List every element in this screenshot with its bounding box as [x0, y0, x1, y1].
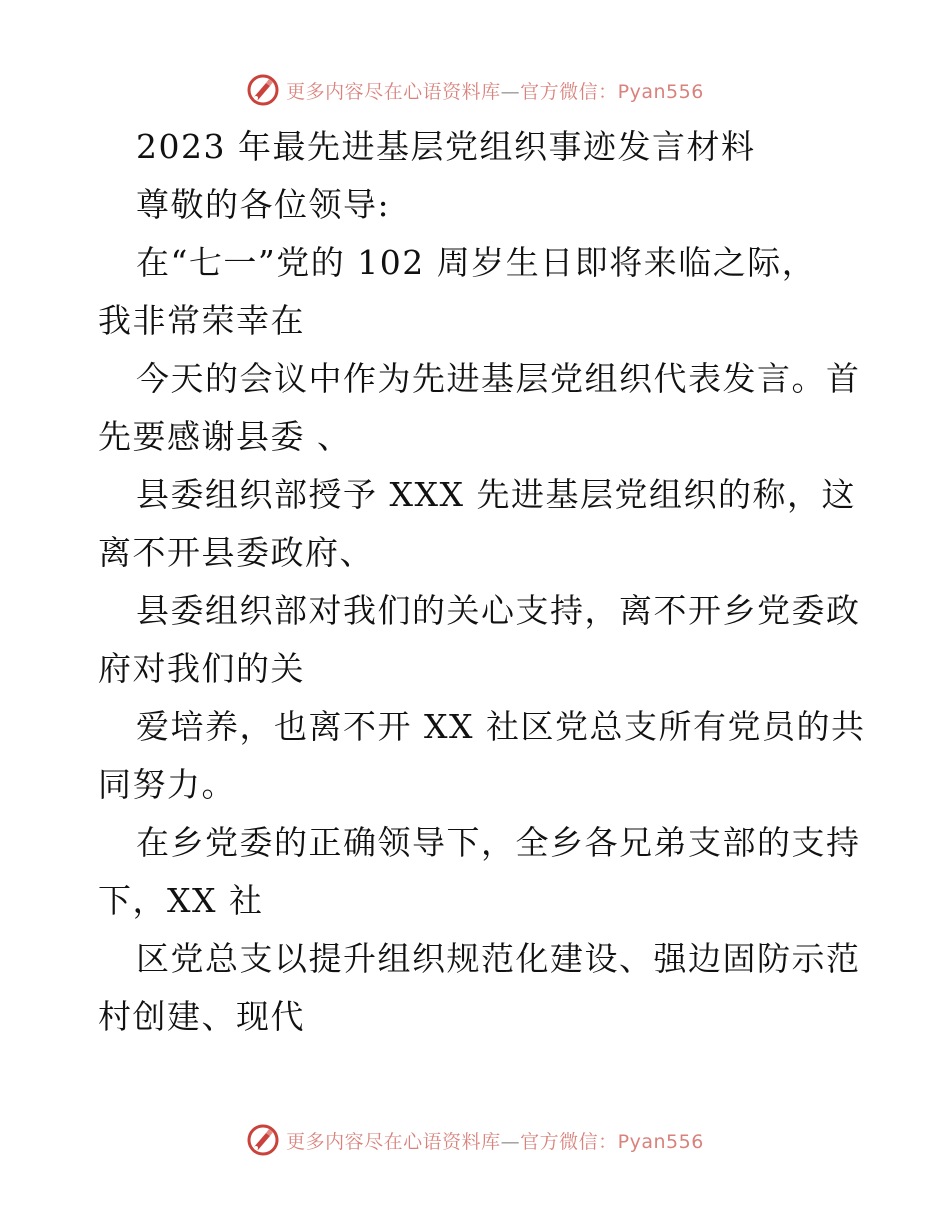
paragraph-line: 县委组织部授予 XXX 先进基层党组织的称，这 — [136, 475, 856, 514]
paragraph-line: 先要感谢县委 、 — [98, 417, 352, 456]
footer-banner — [0, 1120, 950, 1160]
banner-contact: 官方微信：Pyan556 — [520, 80, 704, 103]
pen-swirl-logo-icon — [246, 1123, 280, 1157]
header-banner — [0, 70, 950, 110]
salutation: 尊敬的各位领导: — [136, 185, 391, 224]
banner-dash: — — [500, 1130, 521, 1153]
paragraph-line: 爱培养，也离不开 XX 社区党总支所有党员的共 — [136, 707, 866, 746]
document-title: 2023 年最先进基层党组织事迹发言材料 — [136, 127, 756, 166]
paragraph-line: 我非常荣幸在 — [98, 301, 305, 340]
banner-site-name: 更多内容尽在心语资料库 — [286, 1130, 501, 1153]
paragraph-line: 在“七一”党的 102 周岁生日即将来临之际， — [136, 243, 817, 282]
banner-dash: — — [500, 80, 521, 103]
banner-text — [286, 77, 704, 104]
paragraph-line: 同努力。 — [98, 765, 236, 804]
paragraph-line: 今天的会议中作为先进基层党组织代表发言。首 — [136, 359, 861, 398]
paragraph-line: 离不开县委政府、 — [98, 533, 374, 572]
paragraph-line: 府对我们的关 — [98, 649, 305, 688]
banner-site-name: 更多内容尽在心语资料库 — [286, 80, 501, 103]
paragraph-line: 在乡党委的正确领导下，全乡各兄弟支部的支持 — [136, 823, 861, 862]
banner-text — [286, 1127, 704, 1154]
pen-swirl-logo-icon — [246, 73, 280, 107]
paragraph-line: 区党总支以提升组织规范化建设、强边固防示范 — [136, 939, 861, 978]
paragraph-line: 村创建、现代 — [98, 997, 305, 1036]
paragraph-line: 县委组织部对我们的关心支持，离不开乡党委政 — [136, 591, 861, 630]
banner-contact: 官方微信：Pyan556 — [520, 1130, 704, 1153]
paragraph-line: 下，XX 社 — [98, 881, 264, 920]
document-body — [98, 118, 866, 1046]
